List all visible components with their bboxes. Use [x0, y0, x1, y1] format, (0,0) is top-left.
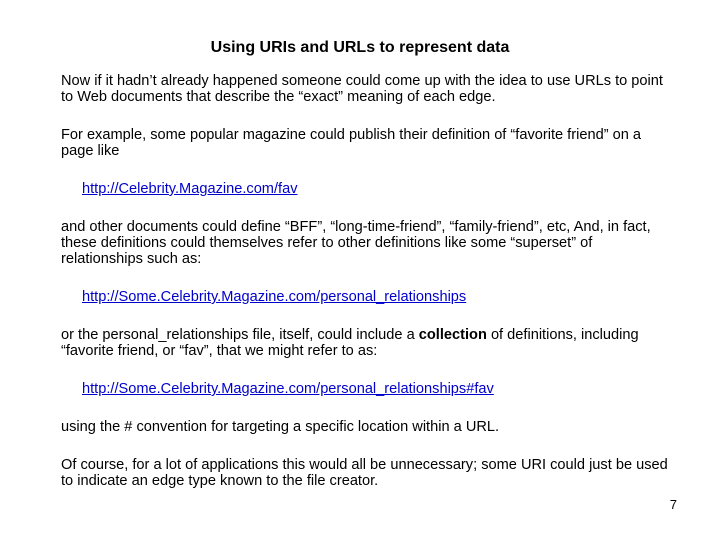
link-celebrity-fav[interactable]: http://Celebrity.Magazine.com/fav — [82, 181, 298, 197]
paragraph-conclusion: Of course, for a lot of applications this would all be unnecessary; some URI could just be used to indicate an edge type known to the file creator. — [61, 457, 668, 489]
paragraph-hash-convention: using the # convention for targeting a specific location within a URL. — [61, 419, 500, 435]
collection-text-after: of definitions, including “favorite friend, or “fav”, that we might refer to as: — [61, 327, 639, 359]
paragraph-definitions: and other documents could define “BFF”, “long-time-friend”, “family-friend”, etc, And, in fact, these definitions could themselves refer to other definitions like some “superset” of relationships such as: — [61, 219, 651, 267]
paragraph-intro: Now if it hadn’t already happened someone could come up with the idea to use URLs to point to Web documents that describe the “exact” meaning of each edge. — [61, 73, 663, 105]
link-personal-relationships-fav[interactable]: http://Some.Celebrity.Magazine.com/personal_relationships#fav — [82, 381, 494, 397]
paragraph-collection — [61, 327, 671, 359]
page-number: 7 — [669, 497, 677, 512]
link-personal-relationships[interactable]: http://Some.Celebrity.Magazine.com/personal_relationships — [82, 289, 467, 305]
collection-text-before: or the personal_relationships file, itself, could include a — [61, 327, 419, 343]
slide-title: Using URIs and URLs to represent data — [210, 39, 510, 56]
paragraph-example: For example, some popular magazine could publish their definition of “favorite friend” on a page like — [61, 127, 642, 159]
collection-bold-word: collection — [418, 327, 487, 343]
